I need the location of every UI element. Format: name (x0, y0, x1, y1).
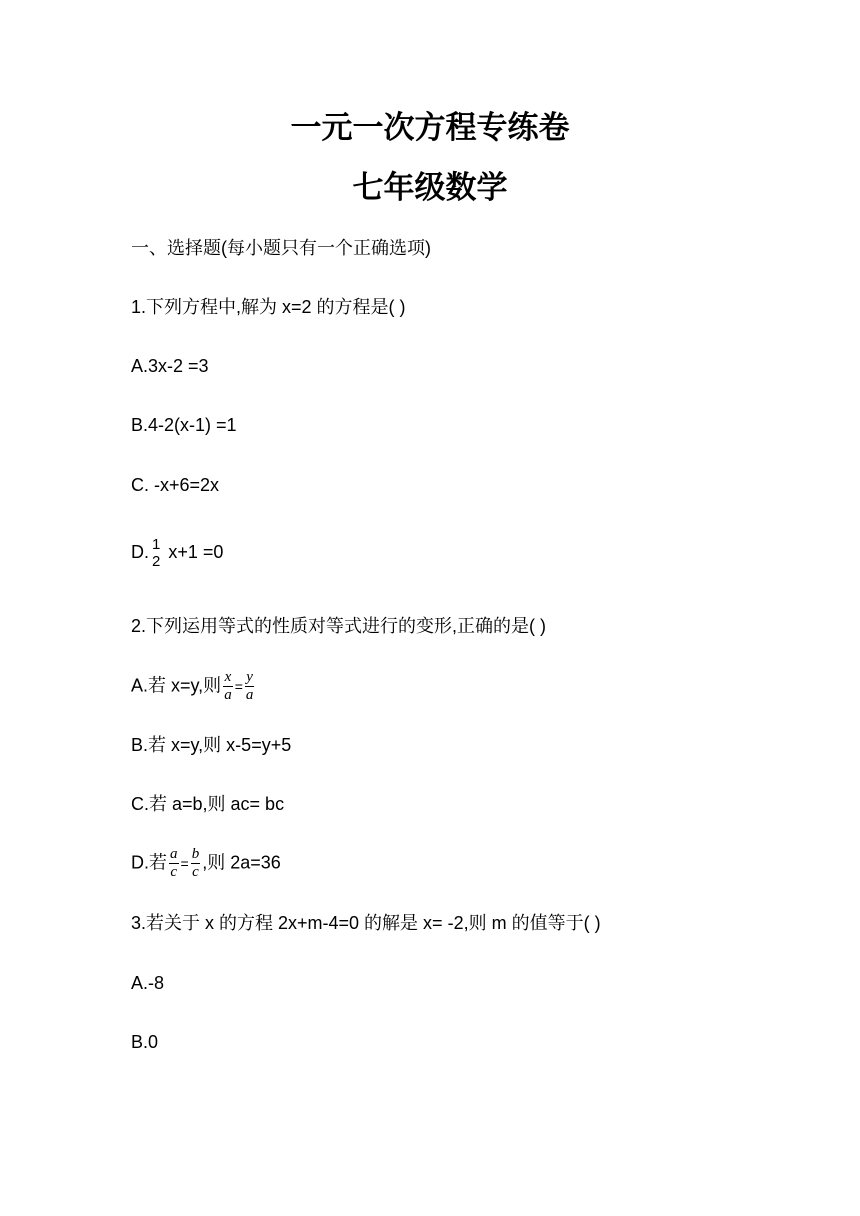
fraction-numerator: x (224, 669, 232, 685)
question-2-option-b: B.若 x=y,则 x-5=y+5 (131, 735, 292, 755)
fraction-denominator: c (170, 864, 178, 880)
fraction-numerator: 1 (152, 536, 161, 553)
equals-sign: = (180, 855, 189, 872)
question-1-option-a: A.3x-2 =3 (131, 356, 209, 376)
page-subtitle: 七年级数学 (352, 170, 508, 206)
fraction-denominator: a (245, 687, 254, 703)
fraction-one-half (151, 536, 161, 570)
question-1-option-b: B.4-2(x-1) =1 (131, 415, 237, 435)
fraction-a-over-c (169, 846, 179, 881)
section-heading: 一、选择题(每小题只有一个正确选项) (131, 238, 431, 258)
option-d-expression: x+1 =0 (163, 541, 224, 562)
question-3-stem: 3.若关于 x 的方程 2x+m-4=0 的解是 x= -2,则 m 的值等于( ) (131, 913, 601, 933)
option-d-expression: ,则 2a=36 (202, 852, 281, 873)
question-3-option-a: A.-8 (131, 973, 165, 993)
fraction-numerator: y (246, 669, 253, 685)
option-d-label: D.若 (131, 852, 167, 873)
question-3-option-b: B.0 (131, 1032, 159, 1052)
fraction-denominator: c (192, 864, 199, 880)
fraction-numerator: a (170, 846, 178, 862)
question-2-option-d (131, 846, 281, 881)
question-1-option-d (131, 536, 223, 570)
option-d-label: D. (131, 541, 149, 562)
question-2-option-a (131, 669, 256, 704)
fraction-denominator: 2 (152, 553, 161, 570)
equals-sign: = (234, 678, 243, 695)
fraction-denominator: a (224, 687, 232, 703)
fraction-y-over-a (245, 669, 255, 704)
fraction-b-over-c (191, 846, 201, 881)
question-1-stem: 1.下列方程中,解为 x=2 的方程是( ) (131, 297, 406, 317)
question-1-option-c: C. -x+6=2x (131, 475, 220, 495)
question-2-option-c: C.若 a=b,则 ac= bc (131, 794, 285, 814)
page-title: 一元一次方程专练卷 (290, 110, 570, 146)
option-a-label: A.若 x=y,则 (131, 675, 222, 696)
question-2-stem: 2.下列运用等式的性质对等式进行的变形,正确的是( ) (131, 616, 546, 636)
fraction-x-over-a (223, 669, 233, 704)
fraction-numerator: b (191, 846, 200, 862)
